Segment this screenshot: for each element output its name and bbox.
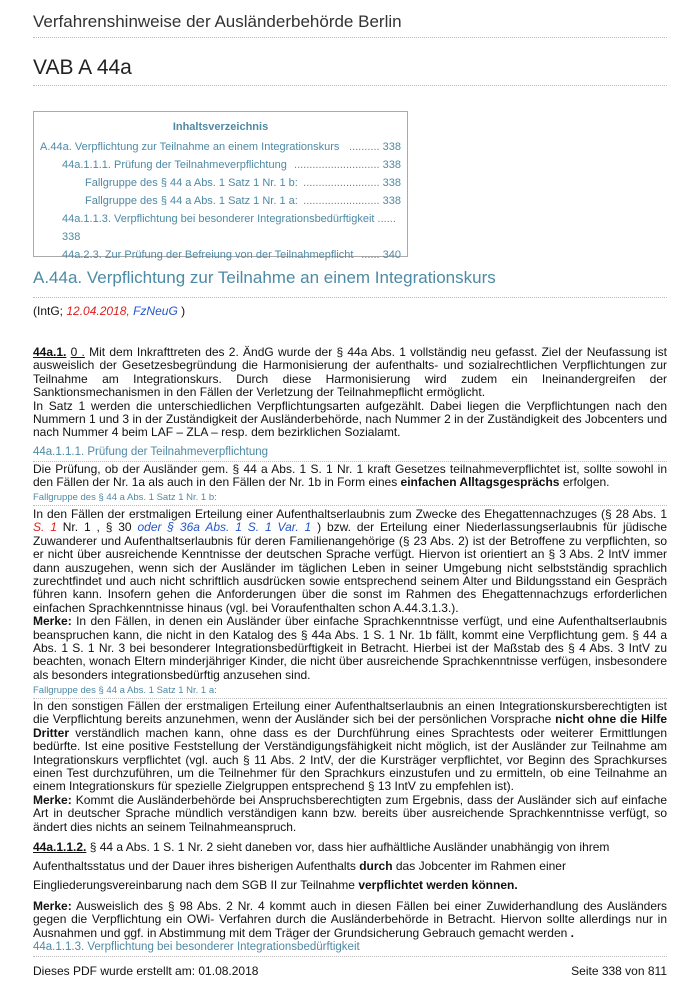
subsection-heading: 44a.1.1.1. Prüfung der Teilnahmeverpflichtung (33, 446, 667, 462)
section-heading: A.44a. Verpflichtung zur Teilnahme an einem Integrationskurs (33, 268, 667, 298)
paragraph-subnumber: 0 . (70, 345, 85, 359)
paragraph-number: 44a.1. (33, 345, 67, 359)
law-link[interactable]: FzNeuG (133, 304, 178, 318)
document-title: VAB A 44a (33, 56, 667, 86)
case-group-heading: Fallgruppe des § 44 a Abs. 1 Satz 1 Nr. 1 a: (33, 685, 667, 699)
amendment-date: 12.04.2018, (66, 304, 130, 318)
toc-item[interactable]: 44a.1.1.1. Prüfung der Teilnahmeverpflichtung ............................ 338 (62, 159, 401, 171)
page-number: Seite 338 von 811 (571, 964, 667, 978)
paragraph-44a-1: 44a.1. 0 . Mit dem Inkrafttreten des 2. ÄndG wurde der § 44a Abs. 1 vollständig neu gefasst. Ziel der Neufassung ist ausweislich der Gesetzesbegründung die Harmonisierung der aufenthalts- und sozialrechtlichen Verpflichtungen zur Teilnahme am Integrationskurs. Durch diese Harmonisierung wird zudem ein Ineinandergreifen der Sanktionsmechanismen in den Fällen der Verletzung der Teilnahmepflicht ermöglicht. In Satz 1 werden die unterschiedlichen Verpflichtungsarten aufgezählt. Dabei liegen die Verpflichtungen nach den Nummern 1 und 3 in der Zuständigkeit der Ausländerbehörde, nach Nummer 2 in der Zuständigkeit des Jobcenters und nach Nummer 4 beim LAF – ZLA – resp. dem bezirklichen Sozialamt. (33, 345, 667, 440)
case-group-heading: Fallgruppe des § 44 a Abs. 1 Satz 1 Nr. 1 b: (33, 492, 667, 506)
toc-item[interactable]: 44a.1.1.3. Verpflichtung bei besonderer Integrationsbedürftigkeit ...... (62, 213, 396, 225)
toc-item-page[interactable]: 338 (62, 231, 81, 243)
toc-item[interactable]: Fallgruppe des § 44 a Abs. 1 Satz 1 Nr. 1 b: ......................... 338 (85, 177, 401, 189)
paragraph-44a-1-1-2: 44a.1.1.2. § 44 a Abs. 1 S. 1 Nr. 2 sieht daneben vor, dass hier aufhältliche Ausländer unabhängig von ihrem Aufenthaltsstatus und der Dauer ihres bisherigen Aufenthalts durch das Jobcenter im Rahmen einer Eingliederungsvereinbarung nach dem SGB II zur Teilnahme verpflichtet werden können. (33, 840, 610, 892)
toc-item[interactable]: A.44a. Verpflichtung zur Teilnahme an einem Integrationskurs .......... 338 (40, 141, 401, 153)
amendment-link[interactable]: oder § 36a Abs. 1 S. 1 Var. 1 (137, 520, 312, 535)
document-page (33, 0, 667, 990)
paragraph-merke-owi: Merke: Ausweislich des § 98 Abs. 2 Nr. 4 kommt auch in diesen Fällen bei einer Zuwiderhandlung des Ausländers gegen die Verpflichtung ein OWi- Verfahren durch die Ausländerbehörde in Betracht. Hiervon sollte allerdings nur in Ausnahmen und ggf. in Abstimmung mit dem Träger der Grundsicherung Gebrauch gemacht werden . (33, 899, 667, 940)
table-of-contents (33, 111, 408, 261)
creation-date: Dieses PDF wurde erstellt am: 01.08.2018 (33, 964, 259, 978)
toc-item[interactable]: 44a.2.3. Zur Prüfung der Befreiung von der Teilnahmepflicht ...... 340 (62, 249, 401, 261)
paragraph-case-1a: In den sonstigen Fällen der erstmaligen Erteilung einer Aufenthaltserlaubnis an einen Integrationskursberechtigten ist die Verpflichtung bereits anzunehmen, wenn der Ausländer sich bei der persönlichen Vorsprache nicht ohne die Hilfe Dritter verständlich machen kann, ohne dass es der Durchführung eines Sprachtests oder weiterer Ermittlungen bedürfte. Ist eine positive Feststellung der Verständigungsfähigkeit nicht möglich, ist der Ausländer zur Teilnahme am Integrationskurs verpflichtet (vgl. auch § 11 Abs. 2 IntV, der die Kursträger verpflichtet, vor Beginn des Sprachkurses einen Test durchzuführen, um die Teilnehmer für den Sprachkurs einzustufen und zu ermitteln, ob eine Teilnahme an einem Integrationskurs für spezielle Zielgruppen entsprechend § 13 IntV zu empfehlen ist). Merke: Kommt die Ausländerbehörde bei Anspruchsberechtigten zum Ergebnis, dass der Ausländer sich auf einfache Art in deutscher Sprache mündlich verständigen kann bzw. bereits über ausreichende Sprachkenntnisse verfügt, so ändert dies nichts an seinem Teilnahmeanspruch. (33, 699, 667, 834)
paragraph-case-1b: In den Fällen der erstmaligen Erteilung einer Aufenthaltserlaubnis zum Zwecke des Ehegattennachzuges (§ 28 Abs. 1 S. 1 Nr. 1 , § 30 oder § 36a Abs. 1 S. 1 Var. 1 ) bzw. der Erteilung einer Niederlassungserlaubnis für jüdische Zuwanderer und Aufenthaltserlaubnis für deren Familienangehörige (§ 23 Abs. 2) ist der Betroffene zu verpflichten, so er nicht über ausreichende Kenntnisse der deutschen Sprache verfügt. Hiervon ist orientiert an § 3 Abs. 2 IntV immer dann auszugehen, wenn sich der Ausländer im täglichen Leben in seiner Umgebung nicht selbstständig sprachlich zurechtfindet und auch nicht schriftlich ausdrücken sowie entsprechend seinem Alter und Bildungsstand ein Gespräch führen kann. Insofern gehen die Anforderungen über die sonst im Rahmen des Ehegattennachzugs erforderlichen einfachen Sprachkenntnisse hinaus (vgl. bei Voraufenthalten schon A.44.3.1.3.). Merke: In den Fällen, in denen ein Ausländer über einfache Sprachkenntnisse verfügt, und eine Aufenthaltserlaubnis beanspruchen kann, die nicht in den Katalog des § 44a Abs. 1 S. 1 Nr. 1b fällt, kommt eine Verpflichtung gem. § 44 a Abs. 1 S. 1 Nr. 3 bei besonderer Integrationsbedürftigkeit in Betracht. Hierbei ist der Maßstab des § 4 Abs. 3 IntV zu beachten, wonach Eltern minderjähriger Kinder, die nicht über ausreichende Sprachkenntnisse verfügen, insbesondere als besonders integrationsbedürftig anzusehen sind. (33, 507, 667, 682)
toc-item[interactable]: Fallgruppe des § 44 a Abs. 1 Satz 1 Nr. 1 a: ......................... 338 (85, 195, 401, 207)
paragraph-pruefung: Die Prüfung, ob der Ausländer gem. § 44 a Abs. 1 S. 1 Nr. 1 kraft Gesetzes teilnahmeverpflichtet ist, sollte sowohl in den Fällen der Nr. 1a als auch in den Fällen der Nr. 1b in Form eines einfachen Alltagsgesprächs erfolgen. (33, 462, 667, 490)
paragraph-number: 44a.1.1.2. (33, 840, 87, 854)
subsection-heading: 44a.1.1.3. Verpflichtung bei besonderer Integrationsbedürftigkeit (33, 941, 667, 957)
page-footer (33, 964, 667, 978)
toc-title: Inhaltsverzeichnis (172, 121, 269, 133)
law-reference: (IntG; 12.04.2018, FzNeuG ) (33, 304, 186, 318)
document-header: Verfahrenshinweise der Ausländerbehörde Berlin (33, 12, 667, 38)
